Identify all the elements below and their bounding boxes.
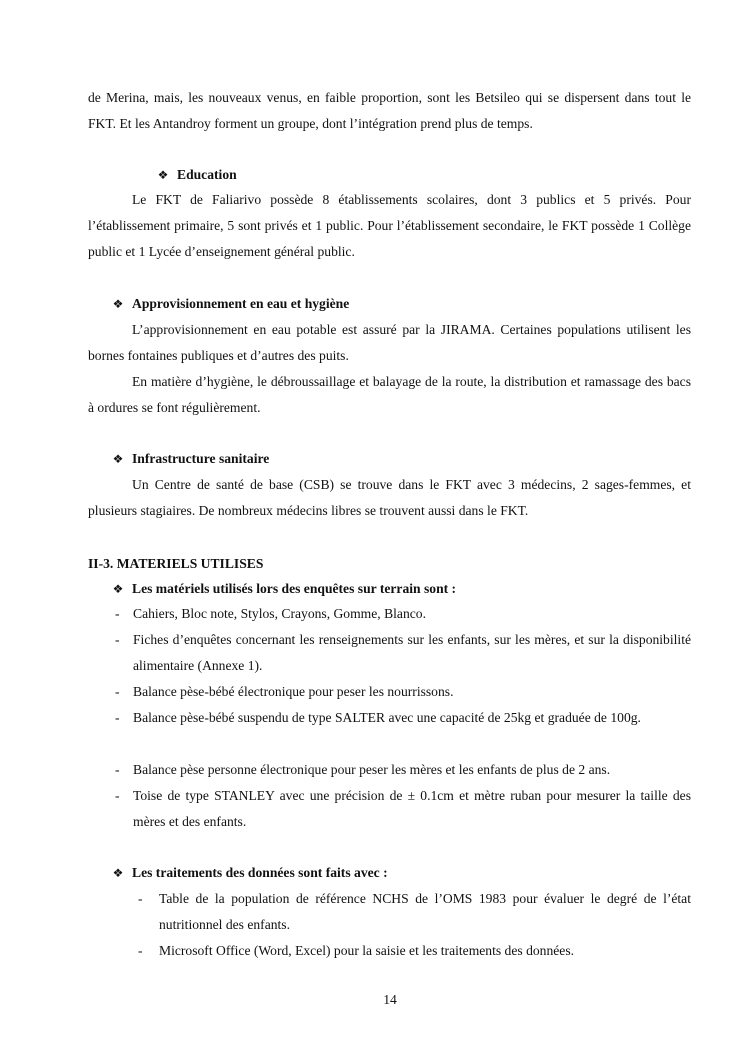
list-dash: - [138, 943, 143, 958]
list-dash: - [138, 891, 143, 906]
diamond-bullet-icon: ❖ [112, 582, 124, 596]
diamond-bullet-icon: ❖ [112, 866, 124, 880]
materials-item: Fiches d’enquêtes concernant les renseignements sur les enfants, sur les mères, et sur la disponibilité alimentaire (Annexe 1). [133, 632, 691, 673]
water-paragraph-1: L’approvisionnement en eau potable est assuré par la JIRAMA. Certaines populations utilisent les bornes fontaines publiques et d’autres des puits. [88, 322, 691, 363]
education-paragraph: Le FKT de Faliarivo possède 8 établissements scolaires, dont 3 publics et 5 privés. Pour l’établissement primaire, 5 sont privés et 1 public. Pour l’établissement secondaire, le FKT possède 1 Collège public et 1 Lycée d’enseignement général public. [88, 192, 691, 259]
health-paragraph: Un Centre de santé de base (CSB) se trouve dans le FKT avec 3 médecins, 2 sages-femmes, et plusieurs stagiaires. De nombreux médecins libres se trouvent aussi dans le FKT. [88, 477, 691, 518]
materials-item: Balance pèse personne électronique pour peser les mères et les enfants de plus de 2 ans. [133, 762, 611, 777]
materials-item: Balance pèse-bébé électronique pour peser les nourrissons. [133, 684, 454, 699]
materials-heading: ❖ Les matériels utilisés lors des enquêtes sur terrain sont : [111, 579, 456, 599]
education-heading: ❖ Education [156, 165, 237, 185]
list-dash: - [115, 606, 120, 621]
section-title: II-3. MATERIELS UTILISES [88, 556, 264, 571]
list-dash: - [115, 788, 120, 803]
list-dash: - [115, 762, 120, 777]
intro-paragraph: de Merina, mais, les nouveaux venus, en faible proportion, sont les Betsileo qui se dispersent dans tout le FKT. Et les Antandroy forment un groupe, dont l’intégration prend plus de temps. [88, 90, 691, 131]
processing-heading: ❖ Les traitements des données sont faits avec : [111, 863, 388, 883]
processing-item: Table de la population de référence NCHS de l’OMS 1983 pour évaluer le degré de l’état nutritionnel des enfants. [159, 891, 691, 932]
water-paragraph-2: En matière d’hygiène, le débroussaillage et balayage de la route, la distribution et ramassage des bacs à ordures se font régulièrement. [88, 374, 691, 415]
diamond-bullet-icon: ❖ [157, 168, 169, 182]
list-dash: - [115, 710, 120, 725]
processing-item: Microsoft Office (Word, Excel) pour la saisie et les traitements des données. [159, 943, 575, 958]
materials-item: Toise de type STANLEY avec une précision de ± 0.1cm et mètre ruban pour mesurer la taille des mères et des enfants. [133, 788, 691, 829]
diamond-bullet-icon: ❖ [112, 297, 124, 311]
page-number: 14 [383, 992, 397, 1007]
health-heading: ❖ Infrastructure sanitaire [111, 449, 269, 469]
water-heading: ❖ Approvisionnement en eau et hygiène [111, 294, 349, 314]
list-dash: - [115, 632, 120, 647]
list-dash: - [115, 684, 120, 699]
materials-item: Cahiers, Bloc note, Stylos, Crayons, Gomme, Blanco. [133, 606, 426, 621]
diamond-bullet-icon: ❖ [112, 452, 124, 466]
materials-item: Balance pèse-bébé suspendu de type SALTER avec une capacité de 25kg et graduée de 100g. [133, 710, 641, 725]
